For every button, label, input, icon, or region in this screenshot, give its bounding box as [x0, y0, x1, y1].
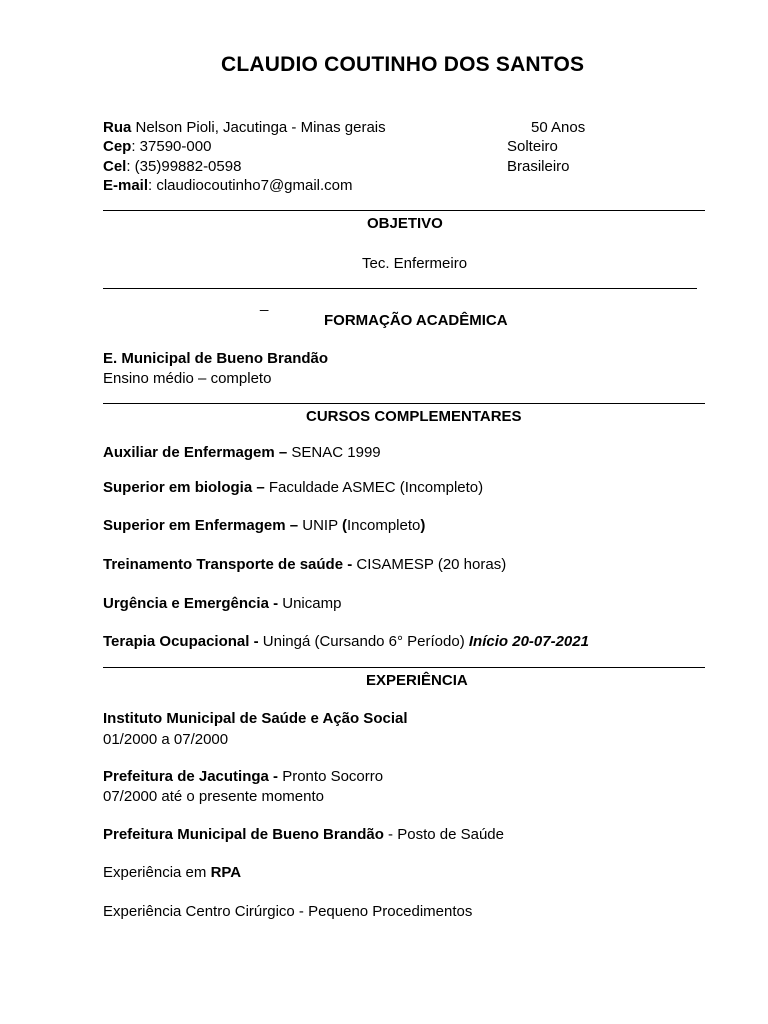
education-school: E. Municipal de Bueno Brandão — [103, 350, 329, 367]
experience-employer: Instituto Municipal de Saúde e Ação Social — [103, 710, 408, 727]
experience-item — [103, 767, 383, 786]
course-detail: Unicamp — [282, 595, 342, 612]
course-status: Incompleto — [346, 517, 421, 534]
course-detail: UNIP — [302, 517, 342, 534]
experience-heading: EXPERIÊNCIA — [366, 672, 468, 689]
course-detail: Uningá (Cursando 6° Período) — [262, 633, 469, 650]
email-label: E-mail — [103, 177, 149, 194]
objective-text: Tec. Enfermeiro — [362, 255, 468, 272]
course-detail: CISAMESP (20 horas) — [356, 556, 507, 573]
objective-heading: OBJETIVO — [367, 215, 443, 232]
course-item — [103, 443, 381, 462]
experience-period: 07/2000 até o presente momento — [103, 788, 324, 805]
course-detail: SENAC 1999 — [291, 444, 381, 461]
divider — [103, 210, 705, 211]
education-heading: FORMAÇÃO ACADÊMICA — [324, 312, 508, 329]
course-detail: Faculdade ASMEC (Incompleto) — [268, 479, 484, 496]
divider — [103, 403, 705, 404]
paren-close: ) — [420, 517, 426, 534]
course-name: Urgência e Emergência - — [103, 595, 283, 612]
experience-item — [103, 863, 241, 882]
cep-line — [103, 137, 211, 156]
divider — [103, 667, 705, 668]
course-item — [103, 555, 506, 574]
experience-prefix: Experiência em — [103, 864, 211, 881]
course-name: Superior em biologia – — [103, 479, 269, 496]
address-line — [103, 118, 386, 137]
cel-label: Cel — [103, 158, 127, 175]
experience-skill: RPA — [210, 864, 242, 881]
experience-period: 01/2000 a 07/2000 — [103, 731, 229, 748]
course-item — [103, 594, 341, 613]
course-name: Treinamento Transporte de saúde - — [103, 556, 357, 573]
course-item — [103, 632, 589, 651]
course-name: Auxiliar de Enfermagem – — [103, 444, 292, 461]
courses-heading: CURSOS COMPLEMENTARES — [306, 408, 522, 425]
experience-item — [103, 825, 504, 844]
experience-unit: - Posto de Saúde — [383, 826, 504, 843]
street-label: Rua — [103, 119, 132, 136]
experience-unit: Pronto Socorro — [282, 768, 384, 785]
course-name: Terapia Ocupacional - — [103, 633, 263, 650]
cep-value: : 37590-000 — [131, 138, 212, 155]
cep-label: Cep — [103, 138, 132, 155]
paren-open: ( — [341, 517, 347, 534]
email-value: : claudiocoutinho7@gmail.com — [148, 177, 353, 194]
stray-dash: _ — [260, 295, 269, 312]
course-item — [103, 516, 425, 535]
page-title: CLAUDIO COUTINHO DOS SANTOS — [221, 53, 585, 76]
course-item — [103, 478, 483, 497]
experience-employer: Prefeitura Municipal de Bueno Brandão — [103, 826, 384, 843]
marital-status: Solteiro — [507, 138, 558, 155]
experience-employer: Prefeitura de Jacutinga - — [103, 768, 283, 785]
age: 50 Anos — [531, 119, 586, 136]
course-start-date: Início 20-07-2021 — [468, 633, 589, 650]
course-name: Superior em Enfermagem – — [103, 517, 303, 534]
education-level: Ensino médio – completo — [103, 370, 272, 387]
nationality: Brasileiro — [507, 158, 570, 175]
experience-item: Experiência Centro Cirúrgico - Pequeno Procedimentos — [103, 903, 473, 920]
email-line — [103, 176, 353, 195]
cel-line — [103, 157, 241, 176]
divider — [103, 288, 697, 289]
street-value: Nelson Pioli, Jacutinga - Minas gerais — [131, 119, 386, 136]
cel-value: : (35)99882-0598 — [126, 158, 242, 175]
